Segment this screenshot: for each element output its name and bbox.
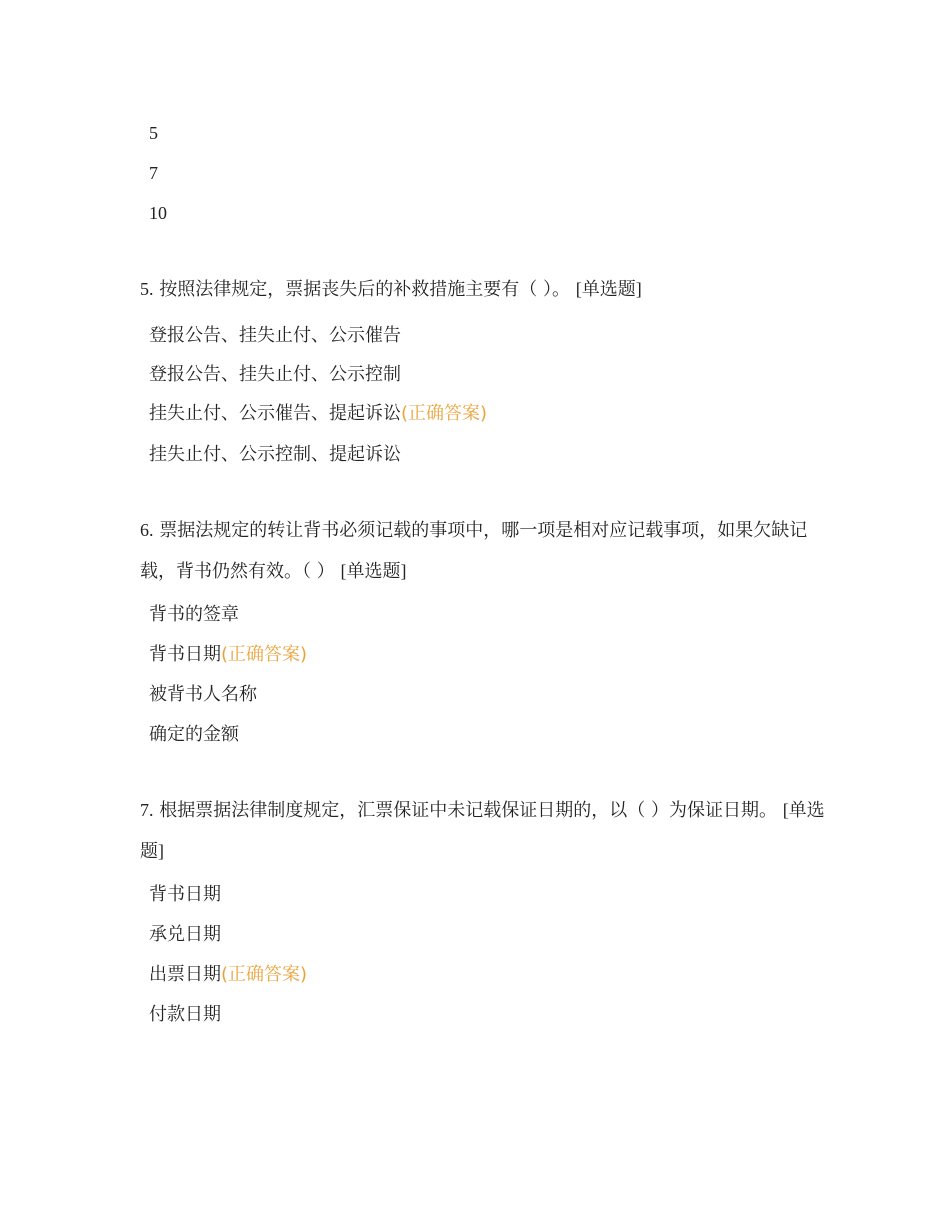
correct-answer-tag: (正确答案) [221, 964, 308, 985]
question-6-option-a[interactable]: 背书的签章 [149, 604, 239, 625]
question-number: 5. [140, 279, 154, 299]
question-6-option-d[interactable]: 确定的金额 [149, 724, 239, 745]
correct-answer-tag: (正确答案) [401, 403, 488, 424]
question-7-option-d[interactable]: 付款日期 [149, 1004, 221, 1025]
question-7-option-a[interactable]: 背书日期 [149, 884, 221, 905]
question-type-label: [单选题] [575, 279, 642, 299]
question-7-title [140, 790, 830, 872]
question-6-title [140, 510, 830, 592]
question-5-title [140, 269, 830, 310]
question-5-option-a[interactable]: 登报公告、挂失止付、公示催告 [149, 325, 401, 346]
question-5-option-c[interactable] [149, 403, 487, 425]
question-number: 6. [140, 520, 154, 540]
question-text: 根据票据法律制度规定，汇票保证中未记载保证日期的，以（ ）为保证日期。 [159, 800, 777, 821]
question-7-option-c[interactable] [149, 964, 307, 986]
correct-answer-tag: (正确答案) [221, 644, 308, 665]
question-5-option-d[interactable]: 挂失止付、公示控制、提起诉讼 [149, 444, 401, 465]
question-5-option-b[interactable]: 登报公告、挂失止付、公示控制 [149, 364, 401, 385]
option-label: 出票日期 [149, 964, 221, 985]
option-item[interactable]: 7 [149, 163, 158, 183]
question-6-option-b[interactable] [149, 644, 307, 666]
option-item[interactable]: 5 [149, 123, 158, 143]
option-item[interactable]: 10 [149, 203, 167, 223]
question-7-option-b[interactable]: 承兑日期 [149, 924, 221, 945]
question-type-label: [单选题] [340, 561, 407, 581]
question-number: 7. [140, 800, 154, 820]
question-6-option-c[interactable]: 被背书人名称 [149, 684, 257, 705]
option-label: 挂失止付、公示催告、提起诉讼 [149, 403, 401, 424]
option-label: 背书日期 [149, 644, 221, 665]
question-text: 票据法规定的转让背书必须记载的事项中，哪一项是相对应记载事项，如果欠缺记载，背书仍然有效。（ ） [140, 520, 808, 582]
question-type-label: [单选题] [140, 800, 825, 861]
question-text: 按照法律规定，票据丧失后的补救措施主要有（ ）。 [159, 279, 570, 300]
